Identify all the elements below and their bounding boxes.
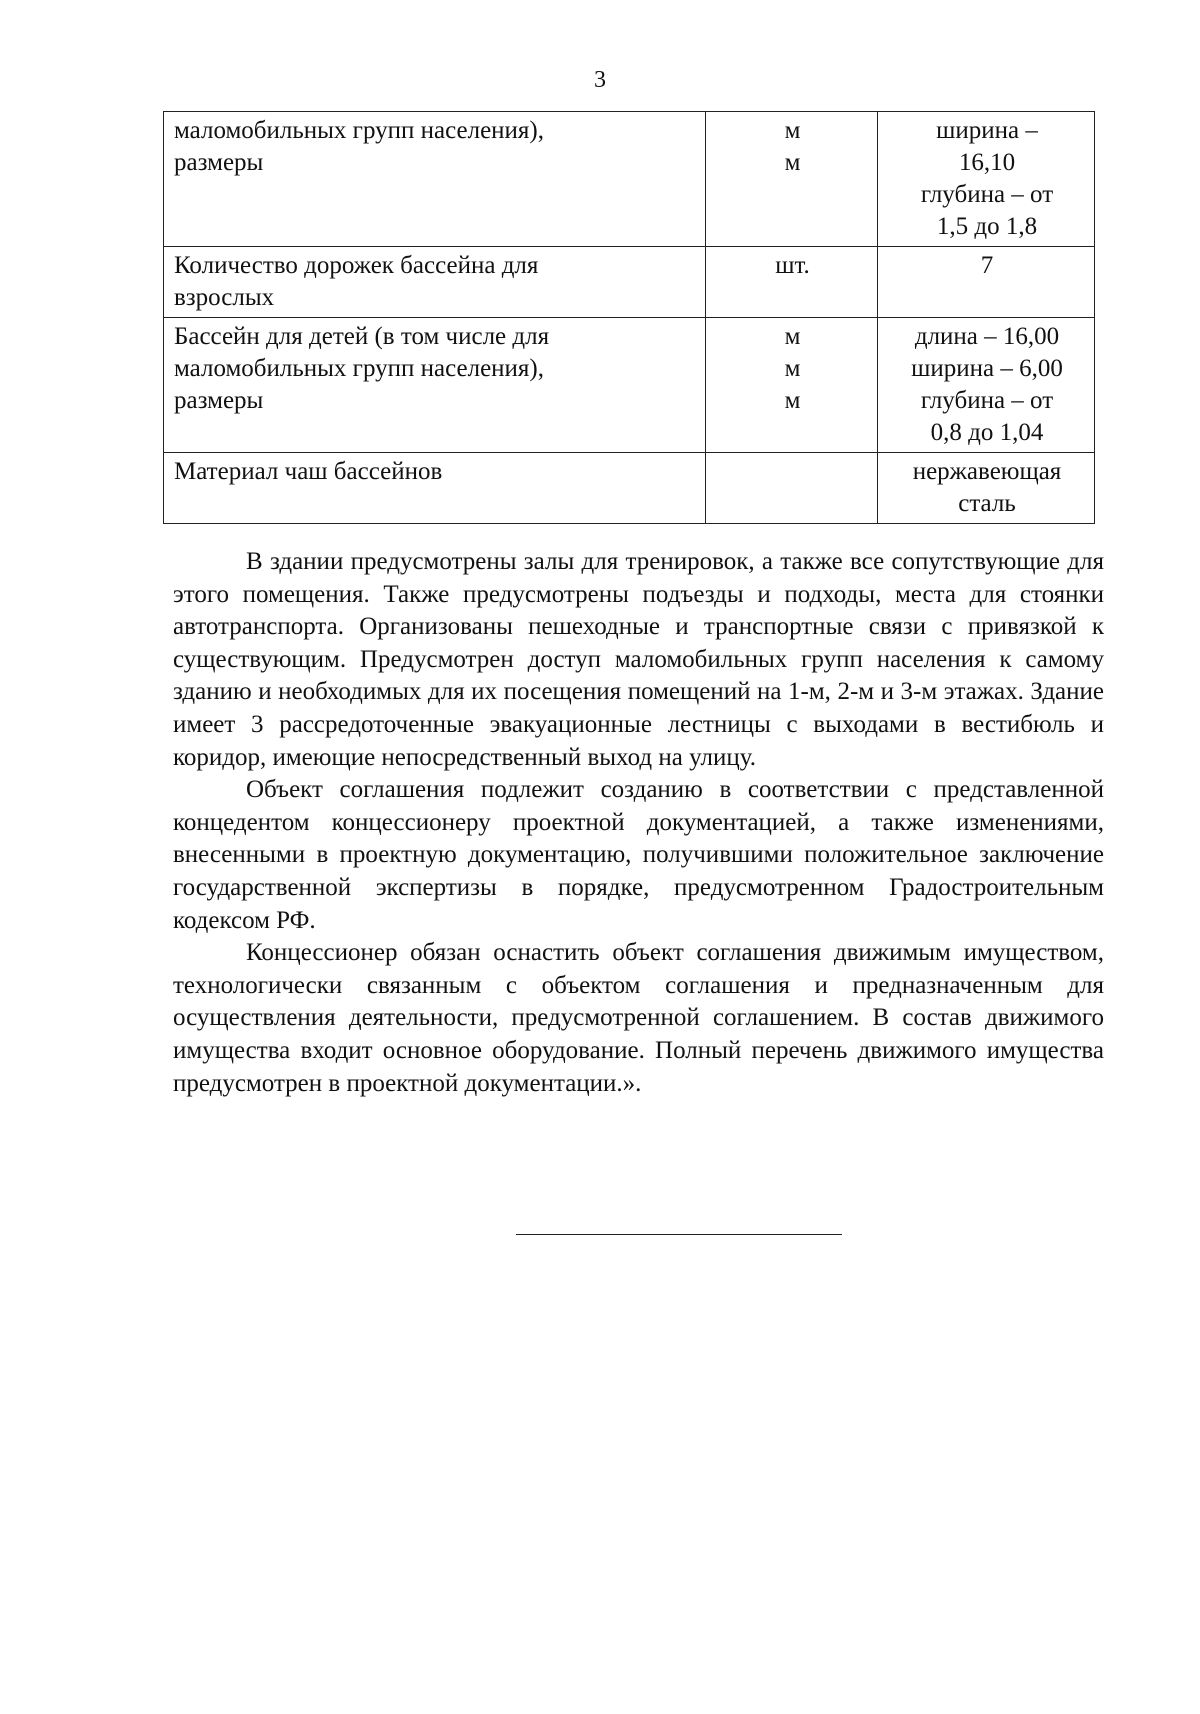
unit-line: м (784, 387, 801, 414)
row-value-cell (878, 318, 1095, 453)
value-line: 0,8 до 1,04 (930, 419, 1044, 446)
end-divider (516, 1234, 842, 1235)
table-row (164, 112, 1095, 247)
row-name-cell (164, 247, 706, 318)
value-line: ширина – (936, 117, 1038, 144)
value-line: ширина – 6,00 (911, 355, 1063, 382)
value-line: 16,10 (958, 149, 1016, 176)
row-name-line: размеры (174, 387, 264, 414)
value-line: 7 (980, 252, 994, 279)
value-line: нержавеющая (912, 458, 1062, 485)
value-line: глубина – от (920, 181, 1054, 208)
paragraph: Концессионер обязан оснастить объект соглашения движимым имуществом, технологически связанным с объектом соглашения и предназначенным для осуществления деятельности, предусмотренной соглашением. В состав движимого имущества входит основное оборудование. Полный перечень движимого имущества предусмотрен в проектной документации.». (173, 939, 1104, 1097)
row-name-cell (164, 318, 706, 453)
row-name-line: размеры (174, 149, 264, 176)
unit-line: м (784, 117, 801, 144)
row-name-line: взрослых (174, 284, 275, 311)
row-unit-cell (706, 453, 878, 524)
row-value-cell (878, 453, 1095, 524)
row-value-cell (878, 112, 1095, 247)
page-number: 3 (594, 67, 606, 93)
table-row (164, 318, 1095, 453)
value-line: сталь (958, 490, 1016, 517)
row-name-line: маломобильных групп населения), (174, 355, 544, 382)
value-line: длина – 16,00 (914, 323, 1060, 350)
body-text (173, 546, 1104, 1100)
table-row (164, 247, 1095, 318)
unit-line: м (784, 149, 801, 176)
row-unit-cell (706, 318, 878, 453)
row-name-line: Бассейн для детей (в том числе для (174, 323, 550, 350)
row-name-line: маломобильных групп населения), (174, 117, 544, 144)
paragraph: Объект соглашения подлежит созданию в соответствии с представленной концедентом концессионеру проектной документацией, а также изменениями, внесенными в проектную документацию, получившими положительное заключение государственной экспертизы в порядке, предусмотренном Градостроительным кодексом РФ. (173, 776, 1104, 934)
row-name-line: Количество дорожек бассейна для (174, 252, 539, 279)
unit-line: шт. (775, 252, 810, 279)
table-row (164, 453, 1095, 524)
row-name-cell (164, 112, 706, 247)
row-unit-cell (706, 112, 878, 247)
unit-line: м (784, 323, 801, 350)
value-line: 1,5 до 1,8 (936, 213, 1038, 240)
row-name-line: Материал чаш бассейнов (174, 458, 443, 485)
value-line: глубина – от (920, 387, 1054, 414)
row-name-cell (164, 453, 706, 524)
unit-line: м (784, 355, 801, 382)
row-value-cell (878, 247, 1095, 318)
pool-specs-table (163, 111, 1095, 524)
paragraph: В здании предусмотрены залы для тренировок, а также все сопутствующие для этого помещения. Также предусмотрены подъезды и подходы, места для стоянки автотранспорта. Организованы пешеходные и транспортные связи с привязкой к существующим. Предусмотрен доступ маломобильных групп населения к самому зданию и необходимых для их посещения помещений на 1-м, 2-м и 3-м этажах. Здание имеет 3 рассредоточенные эвакуационные лестницы с выходами в вестибюль и коридор, имеющие непосредственный выход на улицу. (173, 548, 1104, 771)
row-unit-cell (706, 247, 878, 318)
